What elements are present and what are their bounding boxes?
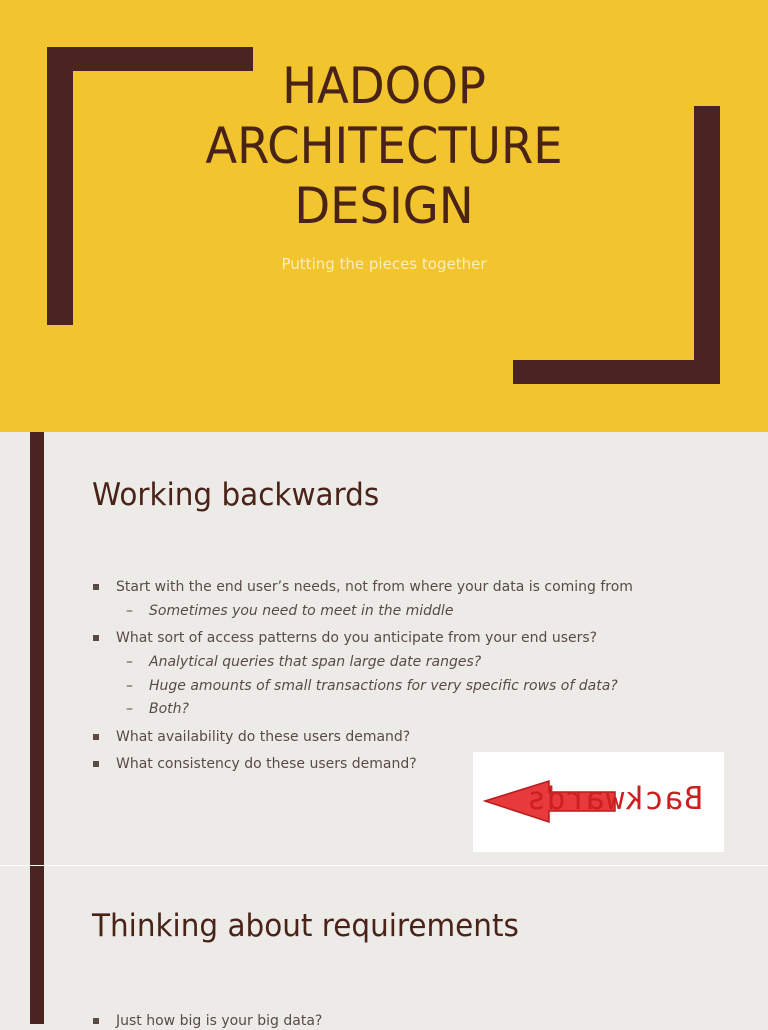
backwards-lettering: Backwards bbox=[526, 781, 703, 817]
sub-bullet-item bbox=[92, 677, 732, 695]
backwards-arrow-icon bbox=[473, 752, 724, 852]
title-line-1: HADOOP bbox=[282, 57, 486, 115]
slide-working-backwards bbox=[0, 432, 768, 865]
accent-side-bar bbox=[30, 432, 44, 865]
sub-bullet-text: Sometimes you need to meet in the middle bbox=[149, 603, 454, 619]
bullet-list bbox=[92, 1012, 732, 1030]
bullet-item bbox=[92, 728, 732, 746]
sub-bullet-item bbox=[92, 700, 732, 718]
bullet-item bbox=[92, 578, 732, 596]
sub-bullet-item bbox=[92, 602, 732, 620]
bullet-text: What consistency do these users demand? bbox=[116, 756, 417, 772]
accent-side-bar bbox=[30, 866, 44, 1024]
dash-bullet-icon: – bbox=[126, 678, 133, 694]
title-slide bbox=[0, 0, 768, 432]
sub-bullet-text: Analytical queries that span large date ranges? bbox=[149, 654, 482, 670]
square-bullet-icon bbox=[93, 635, 99, 641]
bullet-item bbox=[92, 1012, 732, 1030]
dash-bullet-icon: – bbox=[126, 701, 133, 717]
slide-title bbox=[27, 56, 741, 236]
slide-thinking-requirements bbox=[0, 866, 768, 1029]
bullet-text: Start with the end user’s needs, not from where your data is coming from bbox=[116, 579, 633, 595]
dash-bullet-icon: – bbox=[126, 603, 133, 619]
title-line-2: ARCHITECTURE bbox=[205, 117, 563, 175]
slide-heading: Working backwards bbox=[92, 477, 380, 513]
square-bullet-icon bbox=[93, 584, 99, 590]
bullet-text: What availability do these users demand? bbox=[116, 729, 411, 745]
slide-heading: Thinking about requirements bbox=[92, 908, 519, 944]
square-bullet-icon bbox=[93, 761, 99, 767]
right-bracket-horizontal bbox=[513, 360, 720, 384]
bullet-text: What sort of access patterns do you anticipate from your end users? bbox=[116, 630, 598, 646]
bullet-item bbox=[92, 629, 732, 647]
square-bullet-icon bbox=[93, 734, 99, 740]
dash-bullet-icon: – bbox=[126, 654, 133, 670]
title-line-3: DESIGN bbox=[294, 177, 474, 235]
sub-bullet-item bbox=[92, 653, 732, 671]
sub-bullet-text: Both? bbox=[149, 701, 189, 717]
sub-bullet-text: Huge amounts of small transactions for very specific rows of data? bbox=[149, 678, 618, 694]
bullet-text: Just how big is your big data? bbox=[116, 1013, 323, 1029]
slide-subtitle: Putting the pieces together bbox=[281, 255, 487, 273]
backwards-image bbox=[473, 752, 724, 852]
square-bullet-icon bbox=[93, 1018, 99, 1024]
bullet-list bbox=[92, 578, 732, 773]
